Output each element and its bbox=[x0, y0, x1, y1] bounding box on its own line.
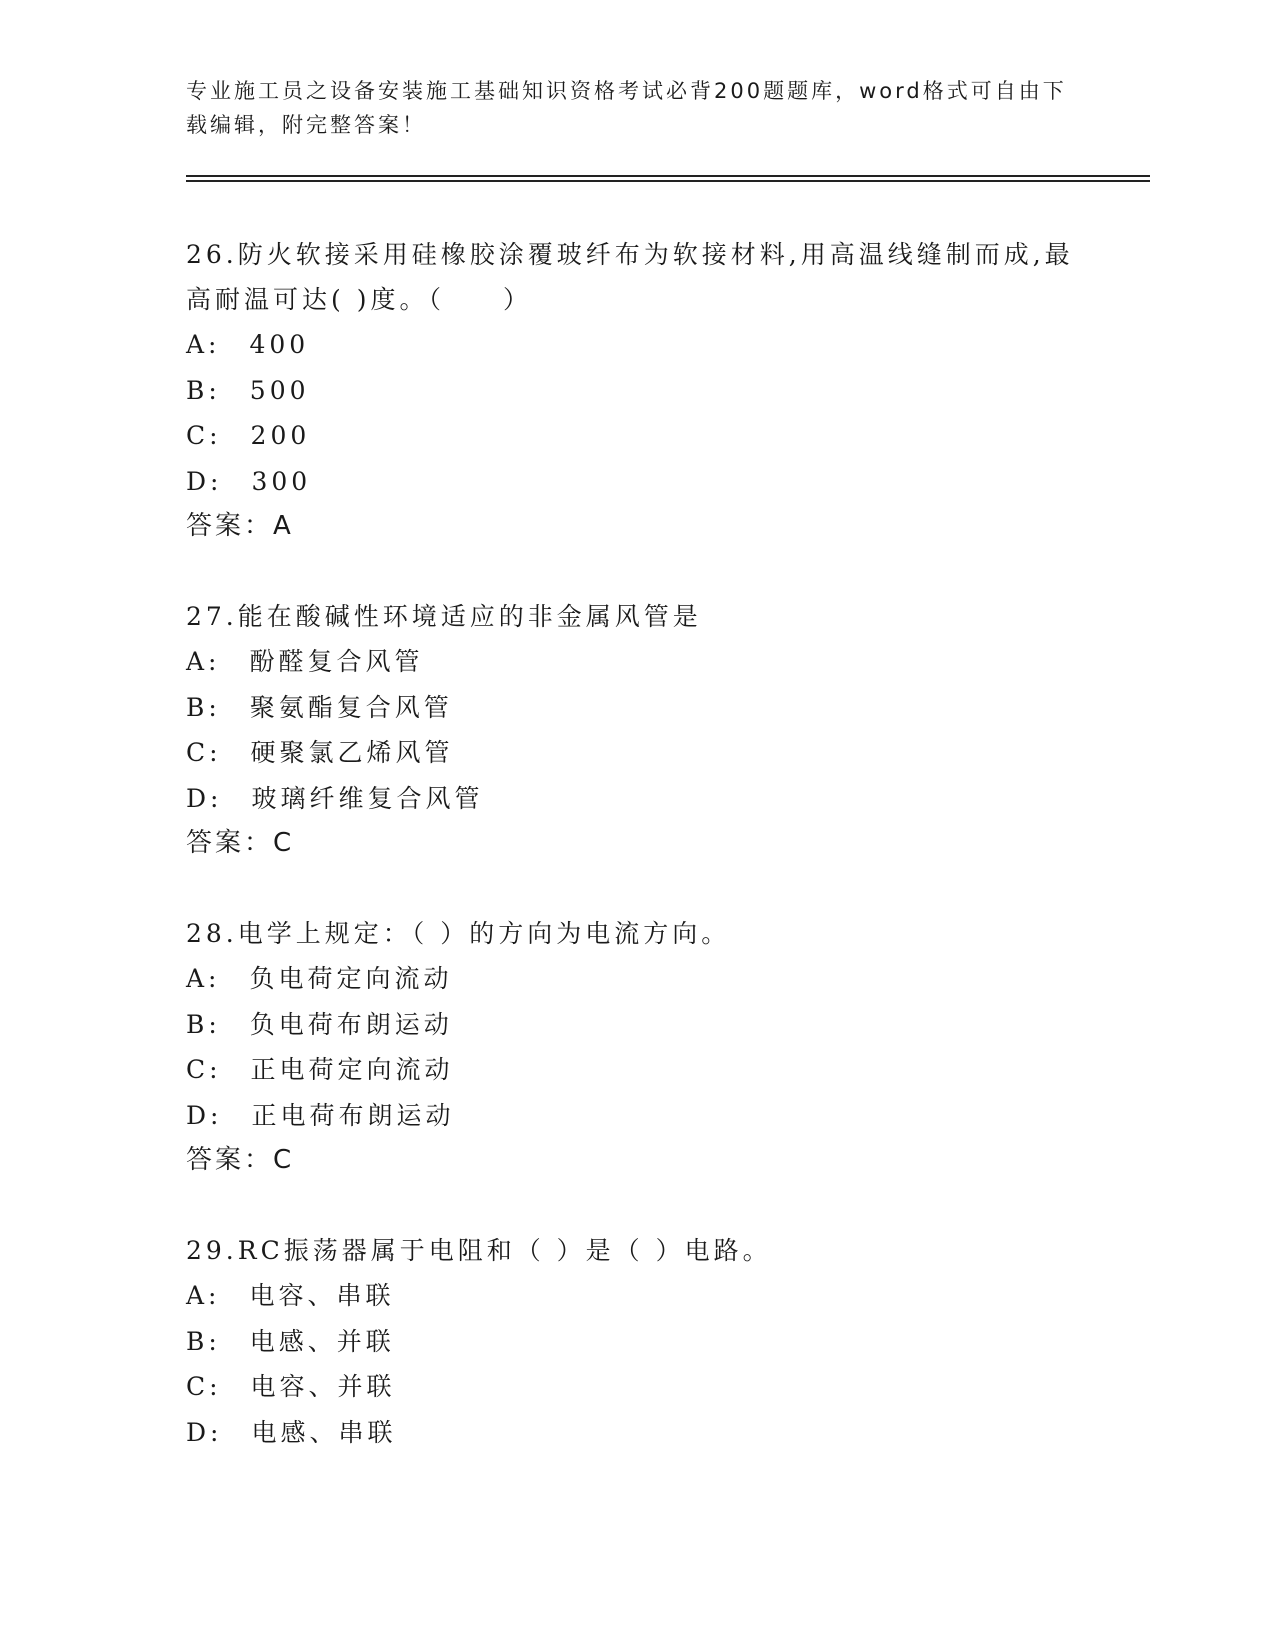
answer-line: 答案：A bbox=[186, 511, 294, 541]
question-stem: 27.能在酸碱性环境适应的非金属风管是 bbox=[186, 602, 702, 631]
question-stem: 26.防火软接采用硅橡胶涂覆玻纤布为软接材料,用高温线缝制而成,最高耐温可达( )度。（ ） bbox=[186, 240, 1074, 314]
question-26 bbox=[186, 232, 1086, 549]
question-list bbox=[186, 232, 1086, 1500]
question-29 bbox=[186, 1228, 1086, 1455]
option-d: D: 正电荷布朗运动 bbox=[186, 1100, 455, 1130]
option-c: C: 正电荷定向流动 bbox=[186, 1055, 454, 1084]
header-divider-top bbox=[186, 175, 1150, 177]
option-c: C: 硬聚氯乙烯风管 bbox=[186, 738, 454, 767]
question-27 bbox=[186, 594, 1086, 866]
option-a: A: 负电荷定向流动 bbox=[186, 964, 453, 993]
option-c: C: 电容、并联 bbox=[186, 1372, 396, 1401]
header-divider-bottom bbox=[186, 180, 1150, 182]
option-d: D: 电感、串联 bbox=[186, 1417, 397, 1447]
option-b: B: 电感、并联 bbox=[186, 1326, 395, 1356]
question-28 bbox=[186, 911, 1086, 1183]
option-a: A: 电容、串联 bbox=[186, 1281, 395, 1310]
question-stem: 29.RC振荡器属于电阻和（ ）是（ ）电路。 bbox=[186, 1236, 772, 1265]
option-b: B: 500 bbox=[186, 375, 310, 405]
option-c: C: 200 bbox=[186, 421, 311, 450]
option-d: D: 玻璃纤维复合风管 bbox=[186, 783, 484, 813]
option-a: A: 400 bbox=[186, 330, 310, 359]
option-b: B: 负电荷布朗运动 bbox=[186, 1009, 453, 1039]
answer-line: 答案：C bbox=[186, 1145, 295, 1175]
question-stem: 28.电学上规定：（ ）的方向为电流方向。 bbox=[186, 919, 731, 948]
option-b: B: 聚氨酯复合风管 bbox=[186, 692, 453, 722]
option-a: A: 酚醛复合风管 bbox=[186, 647, 424, 676]
option-d: D: 300 bbox=[186, 466, 312, 496]
answer-line: 答案：C bbox=[186, 828, 295, 858]
document-header-title: 专业施工员之设备安装施工基础知识资格考试必背200题题库，word格式可自由下载编辑，附完整答案！ bbox=[186, 79, 1067, 137]
